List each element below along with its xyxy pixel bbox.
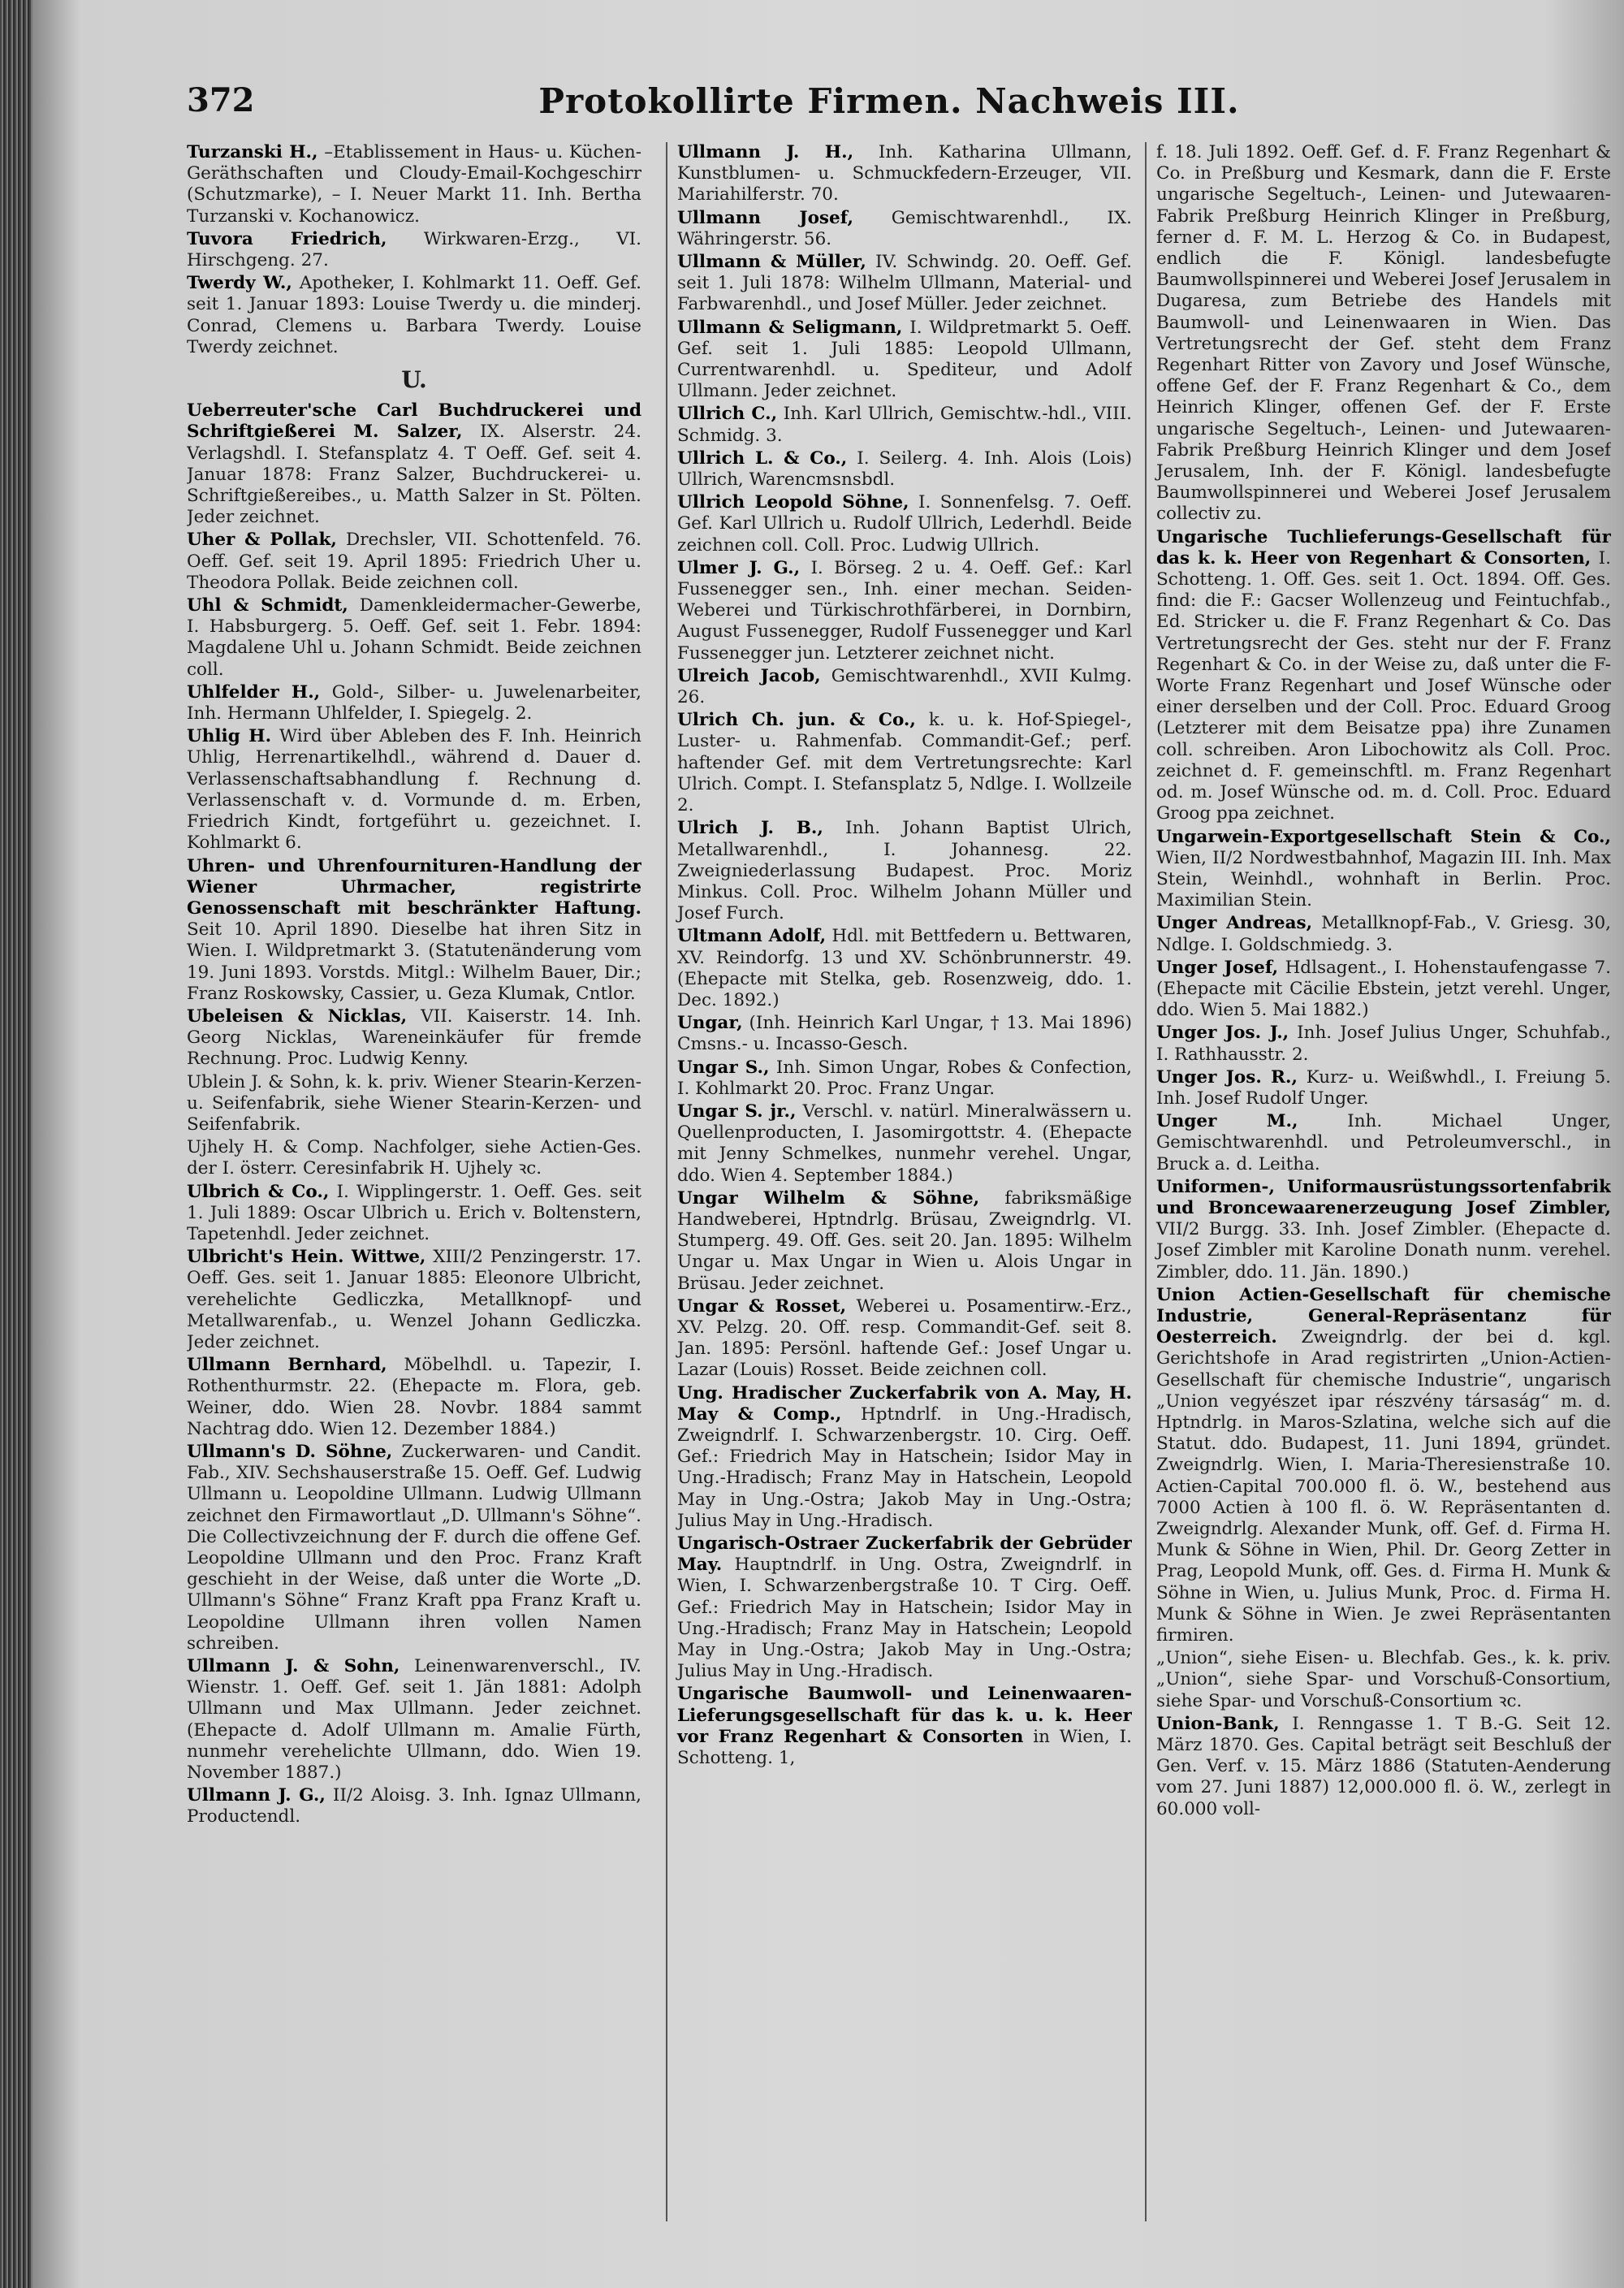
firm-details: Gemischtwarenhdl., IX. Währingerstr. 56. bbox=[677, 207, 1132, 249]
firm-name: Turzanski H., bbox=[187, 142, 318, 162]
firm-entry bbox=[677, 926, 1132, 1011]
firm-entry bbox=[1156, 1111, 1611, 1175]
firm-details: Damenkleidermacher-Gewerbe, I. Habsburgerg. 5. Oeff. Gef. seit 1. Febr. 1894: Magdalene Uhl u. Johann Schmidt. Beide zeichnen coll. bbox=[187, 595, 641, 680]
firm-entry bbox=[187, 530, 641, 594]
firm-entry bbox=[187, 856, 641, 1005]
firm-entry bbox=[677, 1296, 1132, 1382]
firm-name: Ullmann J. H., bbox=[677, 142, 854, 162]
firm-details: Metallknopf-Fab., V. Griesg. 30, Ndlge. I. Goldschmiedg. 3. bbox=[1156, 913, 1611, 955]
firm-name: Ungarische Tuchlieferungs-Gesellschaft für das k. k. Heer von Regenhart & Consorten, bbox=[1156, 526, 1611, 569]
firm-details: Wirkwaren-Erzg., VI. Hirschgeng. 27. bbox=[187, 228, 641, 271]
firm-entry bbox=[677, 492, 1132, 556]
firm-entry bbox=[677, 208, 1132, 250]
firm-entry bbox=[1156, 913, 1611, 955]
firm-details: Hptndrlf. in Ung.-Hradisch, Zweigndrlf. I. Schwarzenbergstr. 10. Cirg. Oeff. Gef.: Friedrich May in Hatschein; Isidor May in Ung.-Hradisch; Franz May in Hatschein, Leopold May in Ung.-Ostra; Jakob May in Ung.-Ostra; Julius May in Ung.-Hradisch. bbox=[677, 1404, 1132, 1531]
firm-details: I. Wipplingerstr. 1. Oeff. Ges. seit 1. Juli 1889: Oscar Ulbrich u. Erich v. Boltenstern, Tapetenhdl. Jeder zeichnet. bbox=[187, 1181, 641, 1244]
firm-entry bbox=[187, 1072, 641, 1136]
firm-entry bbox=[187, 1442, 641, 1654]
page-header bbox=[187, 81, 1592, 138]
column-3 bbox=[1145, 142, 1611, 2221]
firm-entry bbox=[187, 1247, 641, 1353]
column-2 bbox=[666, 142, 1132, 2221]
firm-name: Ullmann J. G., bbox=[187, 1785, 326, 1806]
firm-name: Uhl & Schmidt, bbox=[187, 595, 348, 616]
firm-details: Hauptndrlf. in Ung. Ostra, Zweigndrlf. in Wien, I. Schwarzenbergstraße 10. T Cirg. Oeff. Gef.: Friedrich May in Hatschein; Isidor May in Ung.-Hradisch; Franz May in Hatschein; Leopold May in Ung.-Ostra; Jakob May in Ung.-Ostra; Julius May in Ung.-Hradisch. bbox=[677, 1555, 1132, 1682]
book-page bbox=[32, 0, 1624, 2288]
firm-details: in Wien, I. Schotteng. 1, bbox=[677, 1726, 1132, 1769]
firm-details: I. Renngasse 1. T B.-G. Seit 12. März 1870. Ges. Capital beträgt seit Beschluß der Gen. Verf. v. 15. März 1886 (Statuten-Aenderung vom 27. Juni 1887) 12,000.000 fl. ö. W., zerlegt in 60.000 voll- bbox=[1156, 1713, 1611, 1819]
firm-entry bbox=[1156, 1177, 1611, 1283]
firm-details: Zuckerwaren- und Candit. Fab., XIV. Sechshauserstraße 15. Oeff. Gef. Ludwig Ullmann u. Leopoldine Ullmann. Ludwig Ullmann zeichnet den Firmawortlaut „D. Ullmann's Söhne“. Die Collectivzeichnung der F. durch die offene Gef. Leopoldine Ullmann und den Proc. Franz Kraft geschieht in der Weise, daß unter die Worte „D. Ullmann's Söhne“ Franz Kraft ppa Franz Kraft u. Leopoldine Ullmann ihren vollen Namen schreiben. bbox=[187, 1441, 641, 1654]
firm-name: Unger Andreas, bbox=[1156, 913, 1313, 934]
firm-details: Inh. Johann Baptist Ulrich, Metallwarenhdl., I. Johannesg. 22. Zweigniederlassung Budapest. Proc. Moriz Minkus. Coll. Proc. Wilhelm Johann Müller und Josef Furch. bbox=[677, 818, 1132, 924]
firm-entry bbox=[677, 142, 1132, 206]
firm-name: Union-Bank, bbox=[1156, 1713, 1280, 1734]
firm-name: Ubeleisen & Nicklas, bbox=[187, 1006, 408, 1027]
firm-name: Ullrich Leopold Söhne, bbox=[677, 492, 909, 513]
firm-details: Ublein J. & Sohn, k. k. priv. Wiener Stearin-Kerzen- u. Seifenfabrik, siehe Wiener Stearin-Kerzen- und Seifenfabrik. bbox=[187, 1071, 641, 1135]
firm-name: Ultmann Adolf, bbox=[677, 926, 827, 947]
firm-name: Ungar S. jr., bbox=[677, 1101, 797, 1122]
firm-name: Ulrich Ch. jun. & Co., bbox=[677, 710, 916, 731]
firm-entry bbox=[187, 142, 641, 227]
firm-name: Uhren- und Uhrenfournituren-Handlung der Wiener Uhrmacher, registrirte Genossenschaft mit beschränkter Haftung. bbox=[187, 855, 641, 919]
firm-name: Ungar Wilhelm & Söhne, bbox=[677, 1187, 980, 1209]
firm-entry bbox=[677, 404, 1132, 446]
firm-name: Ungarische Baumwoll- und Leinenwaaren-Lieferungsgesellschaft für das k. u. k. Heer vor Franz Regenhart & Consorten bbox=[677, 1684, 1132, 1747]
book-edge bbox=[0, 0, 32, 2288]
firm-details: I. Sonnenfelsg. 7. Oeff. Gef. Karl Ullrich u. Rudolf Ullrich, Lederhdl. Beide zeichnen coll. Coll. Proc. Ludwig Ullrich. bbox=[677, 492, 1132, 556]
firm-details: Wird über Ableben des F. Inh. Heinrich Uhlig, Herrenartikelhdl., während d. Dauer d. Verlassenschaftsabhandlung f. Rechnung d. Verlassenschaft v. d. Vormunde d. m. Erben, Friedrich Kindt, fortgeführt u. gezeichnet. I. Kohlmarkt 6. bbox=[187, 726, 641, 854]
firm-details: I. Seilerg. 4. Inh. Alois (Lois) Ullrich, Warencmsnsbdl. bbox=[677, 448, 1132, 491]
firm-entry bbox=[187, 1785, 641, 1827]
firm-entry bbox=[1156, 1067, 1611, 1109]
firm-details: Hdlsagent., I. Hohenstaufengasse 7. (Ehepacte mit Cäcilie Ebstein, jetzt verehl. Unger, ddo. Wien 5. Mai 1882.) bbox=[1156, 957, 1611, 1021]
firm-details: fabriksmäßige Handweberei, Hptndrlg. Brüsau, Zweigndrlg. VI. Stumperg. 49. Off. Ges. seit 20. Jan. 1895: Wilhelm Ungar u. Max Ungar in Wien u. Alois Ungar in Brüsau. Jeder zeichnet. bbox=[677, 1187, 1132, 1294]
firm-name: Ulmer J. G., bbox=[677, 557, 801, 578]
firm-name: Union Actien-Gesellschaft für chemische Industrie, General-Repräsentanz für Oesterreich. bbox=[1156, 1284, 1611, 1348]
firm-entry bbox=[187, 1006, 641, 1070]
firm-details: Hdl. mit Bettfedern u. Bettwaren, XV. Reindorfg. 13 und XV. Schönbrunnerstr. 49. (Ehepacte mit Stelka, geb. Rosenzweig, ddo. 1. Dec. 1892.) bbox=[677, 926, 1132, 1010]
firm-name: Unger Jos. J., bbox=[1156, 1023, 1289, 1044]
firm-details: k. u. k. Hof-Spiegel-, Luster- u. Rahmenfab. Commandit-Gef.; perf. haftender Gef. mit dem Vertretungsrechte: Karl Ulrich. Compt. I. Stefansplatz 5, Ndlge. I. Wollzeile 2. bbox=[677, 710, 1132, 816]
firm-name: Unger Jos. R., bbox=[1156, 1066, 1298, 1088]
column-1 bbox=[187, 142, 641, 2221]
firm-entry bbox=[1156, 1023, 1611, 1065]
firm-name: Ungar, bbox=[677, 1013, 743, 1034]
firm-name: Uhlfelder H., bbox=[187, 681, 321, 703]
firm-details: II/2 Aloisg. 3. Inh. Ignaz Ullmann, Productendl. bbox=[187, 1785, 641, 1827]
firm-entry bbox=[677, 1684, 1132, 1769]
firm-name: Ungarwein-Exportgesellschaft Stein & Co., bbox=[1156, 826, 1611, 847]
firm-entry bbox=[187, 1137, 641, 1179]
firm-details: Gemischtwarenhdl., XVII Kulmg. 26. bbox=[677, 665, 1132, 708]
firm-entry bbox=[677, 666, 1132, 708]
firm-name: Ullrich L. & Co., bbox=[677, 448, 848, 469]
firm-entry bbox=[1156, 958, 1611, 1022]
firm-name: Ullmann Josef, bbox=[677, 207, 853, 228]
firm-entry bbox=[1156, 142, 1611, 526]
firm-name: Ung. Hradischer Zuckerfabrik von A. May, H. May & Comp., bbox=[677, 1382, 1132, 1425]
firm-name: Ullmann & Seligmann, bbox=[677, 317, 903, 338]
firm-name: Uher & Pollak, bbox=[187, 530, 337, 551]
firm-entry bbox=[1156, 1648, 1611, 1712]
firm-name: Tuvora Friedrich, bbox=[187, 228, 387, 249]
firm-entry bbox=[677, 1533, 1132, 1682]
firm-details: Inh. Karl Ullrich, Gemischtw.-hdl., VIII. Schmidg. 3. bbox=[677, 404, 1132, 446]
firm-details: VII. Kaiserstr. 14. Inh. Georg Nicklas, Wareneinkäufer für fremde Rechnung. Proc. Ludwig Kenny. bbox=[187, 1006, 641, 1070]
firm-entry bbox=[677, 448, 1132, 491]
firm-name: Ullmann & Müller, bbox=[677, 252, 866, 273]
firm-details: „Union“, siehe Eisen- u. Blechfab. Ges., k. k. priv. „Union“, siehe Spar- und Vorschuß-Consortium, siehe Spar- und Vorschuß-Consortium ꝛc. bbox=[1156, 1648, 1611, 1711]
firm-details: Kurz- u. Weißwhdl., I. Freiung 5. Inh. Josef Rudolf Unger. bbox=[1156, 1066, 1611, 1109]
firm-entry bbox=[1156, 527, 1611, 825]
firm-name: Ullmann J. & Sohn, bbox=[187, 1656, 400, 1677]
firm-entry bbox=[187, 1355, 641, 1440]
firm-name: Ungar S., bbox=[677, 1057, 770, 1078]
page-title: Protokollirte Firmen. Nachweis III. bbox=[538, 81, 1240, 121]
firm-name: Twerdy W., bbox=[187, 273, 292, 294]
firm-details: IX. Alserstr. 24. Verlagshdl. I. Stefansplatz 4. T Oeff. Gef. seit 4. Januar 1878: Franz Salzer, Buchdruckerei- u. Schriftgießereibes., u. Matth Salzer in St. Pölten. Jeder zeichnet. bbox=[187, 422, 641, 528]
firm-name: Ulbricht's Hein. Wittwe, bbox=[187, 1247, 426, 1268]
firm-details: IV. Schwindg. 20. Oeff. Gef. seit 1. Juli 1878: Wilhelm Ullmann, Material- und Farbwarenhdl., und Josef Müller. Jeder zeichnet. bbox=[677, 252, 1132, 315]
firm-details: Weberei u. Posamentirw.-Erz., XV. Pelzg. 20. Off. resp. Commandit-Gef. seit 8. Jan. 1895: Persönl. haftende Gef.: Josef Ungar u. Lazar (Louis) Rosset. Beide zeichnen coll. bbox=[677, 1295, 1132, 1381]
firm-name: Ungarisch-Ostraer Zuckerfabrik der Gebrüder May. bbox=[677, 1533, 1132, 1576]
firm-details: –Etablissement in Haus- u. Küchen-Geräthschaften und Cloudy-Email-Kochgeschirr (Schutzmarke), – I. Neuer Markt 11. Inh. Bertha Turzanski v. Kochanowicz. bbox=[187, 142, 641, 227]
firm-details: VII/2 Burgg. 33. Inh. Josef Zimbler. (Ehepacte d. Josef Zimbler mit Karoline Donath nunm. verehel. Zimbler, ddo. 11. Jän. 1890.) bbox=[1156, 1219, 1611, 1282]
firm-details: I. Börseg. 2 u. 4. Oeff. Gef.: Karl Fussenegger sen., Inh. einer mechan. Seiden-Weberei und Türkischrothfärberei, in Dornbirn, August Fussenegger, Rudolf Fussenegger und Karl Fussenegger jun. Letzterer zeichnet nicht. bbox=[677, 557, 1132, 664]
firm-name: Ulreich Jacob, bbox=[677, 665, 821, 686]
firm-entry bbox=[187, 1182, 641, 1246]
firm-entry bbox=[677, 558, 1132, 664]
firm-details: Inh. Josef Julius Unger, Schuhfab., I. Rathhausstr. 2. bbox=[1156, 1023, 1611, 1065]
firm-details: Leinenwarenverschl., IV. Wienstr. 1. Oeff. Gef. seit 1. Jän 1881: Adolph Ullmann und Max Ullmann. Jeder zeichnet. (Ehepacte d. Adolf Ullmann m. Amalie Fürth, nunmehr verehelichte Ullmann, ddo. Wien 19. November 1887.) bbox=[187, 1656, 641, 1784]
firm-entry bbox=[1156, 827, 1611, 912]
firm-name: Ulbrich & Co., bbox=[187, 1181, 330, 1202]
firm-entry bbox=[1156, 1714, 1611, 1820]
firm-entry bbox=[187, 682, 641, 724]
section-heading: U. bbox=[401, 366, 427, 394]
firm-details: (Inh. Heinrich Karl Ungar, † 13. Mai 1896) Cmsns.- u. Incasso-Gesch. bbox=[677, 1013, 1132, 1055]
firm-details: Zweigndrlg. der bei d. kgl. Gerichtshofe in Arad registrirten „Union-Actien-Gesellschaft für chemische Industrie“, ungarisch „Union vegyészet ipar részvény társaság“ m. d. Hptndrlg. in Maros-Szlatina, welche sich auf die Statut. ddo. Budapest, 11. Juni 1894, gründet. Zweigndrlg. Wien, I. Maria-Theresienstraße 10. Actien-Capital 700.000 fl. ö. W., bestehend aus 7000 Actien à 100 fl. ö. W. Repräsentanten d. Zweigndrlg. Alexander Munk, off. Gef. d. Firma H. Munk & Söhne in Wien, Phil. Dr. Georg Zetter in Prag, Leopold Munk, off. Ges. d. Firma H. Munk & Söhne in Wien, u. Julius Munk, Proc. d. Firma H. Munk & Söhne in Wien. Je zwei Repräsentanten firmiren. bbox=[1156, 1327, 1611, 1646]
firm-name: Unger Josef, bbox=[1156, 957, 1279, 978]
firm-entry bbox=[677, 818, 1132, 924]
firm-entry bbox=[677, 1188, 1132, 1295]
firm-name: Uhlig H. bbox=[187, 726, 272, 747]
firm-entry bbox=[187, 1656, 641, 1784]
firm-details: Seit 10. April 1890. Dieselbe hat ihren Sitz in Wien. I. Wildpretmarkt 3. (Statutenänderung vom 19. Juni 1893. Vorstds. Mitgl.: Wilhelm Bauer, Dir.; Franz Roskowsky, Cassier, u. Geza Klumak, Cntlor. bbox=[187, 919, 641, 1004]
firm-details: XIII/2 Penzingerstr. 17. Oeff. Ges. seit 1. Januar 1885: Eleonore Ulbricht, verehelichte Gedliczka, Metallknopf- und Metallwarenfab., u. Wenzel Johann Gedliczka. Jeder zeichnet. bbox=[187, 1247, 641, 1352]
firm-name: Ulrich J. B., bbox=[677, 818, 823, 839]
firm-details: f. 18. Juli 1892. Oeff. Gef. d. F. Franz Regenhart & Co. in Preßburg und Kesmark, dann die F. Erste ungarische Segeltuch-, Leinen- und Jutewaaren-Fabrik Preßburg Heinrich Klinger in Preßburg, ferner d. F. M. L. Herzog & Co. in Budapest, endlich die F. Königl. landesbefugte Baumwollspinnerei und Weberei Josef Jerusalem in Dugaresa, zum Betriebe des Handels mit Baumwoll- und Leinenwaaren in Wien. Das Vertretungsrecht der Gef. steht dem Franz Regenhart Ritter von Zavory und Josef Wünsche, offene Gef. der F. Franz Regenhart & Co., dem Heinrich Klinger, offenen Gef. der F. Erste ungarische Segeltuch-, Leinen- und Jutewaaren-Fabrik Preßburg Heinrich Klinger und dem Josef Jerusalem, Inh. der F. Königl. landesbefugte Baumwollspinnerei und Weberei Josef Jerusalem collectiv zu. bbox=[1156, 142, 1611, 525]
firm-details: Inh. Katharina Ullmann, Kunstblumen- u. Schmuckfedern-Erzeuger, VII. Mariahilferstr. 70. bbox=[677, 142, 1132, 205]
firm-details: Ujhely H. & Comp. Nachfolger, siehe Actien-Ges. der I. österr. Ceresinfabrik H. Ujhely ꝛc. bbox=[187, 1137, 641, 1179]
firm-entry bbox=[187, 229, 641, 271]
firm-name: Unger M., bbox=[1156, 1111, 1298, 1132]
firm-details: Verschl. v. natürl. Mineralwässern u. Quellenproducten, I. Jasomirgottstr. 4. (Ehepacte mit Jenny Schmelkes, nunmehr verehel. Ungar, ddo. Wien 4. September 1884.) bbox=[677, 1101, 1132, 1186]
firm-details: Möbelhdl. u. Tapezir, I. Rothenthurmstr. 22. (Ehepacte m. Flora, geb. Weiner, ddo. Wien 28. Novbr. 1884 sammt Nachtrag ddo. Wien 12. Dezember 1884.) bbox=[187, 1355, 641, 1439]
firm-entry bbox=[677, 1101, 1132, 1187]
firm-details: Inh. Simon Ungar, Robes & Confection, I. Kohlmarkt 20. Proc. Franz Ungar. bbox=[677, 1057, 1132, 1099]
firm-entry bbox=[187, 595, 641, 681]
firm-entry bbox=[677, 252, 1132, 316]
firm-details: I. Wildpretmarkt 5. Oeff. Gef. seit 1. Juli 1885: Leopold Ullmann, Currentwarenhdl. u. Spediteur, und Adolf Ullmann. Jeder zeichnet. bbox=[677, 317, 1132, 402]
firm-entry bbox=[677, 1383, 1132, 1532]
firm-details: Gold-, Silber- u. Juwelenarbeiter, Inh. Hermann Uhlfelder, I. Spiegelg. 2. bbox=[187, 681, 641, 724]
firm-name: Ullrich C., bbox=[677, 404, 778, 425]
firm-name: Ungar & Rosset, bbox=[677, 1295, 847, 1317]
firm-details: Apotheker, I. Kohlmarkt 11. Oeff. Gef. seit 1. Januar 1893: Louise Twerdy u. die minderj. Conrad, Clemens u. Barbara Twerdy. Louise Twerdy zeichnet. bbox=[187, 273, 641, 357]
firm-name: Ullmann's D. Söhne, bbox=[187, 1441, 393, 1462]
firm-details: I. Schotteng. 1. Off. Ges. seit 1. Oct. 1894. Off. Ges. find: die F.: Gacser Wollenzeug und Feintuchfab., Ed. Stricker u. die F. Franz Regenhart & Co. Das Vertretungsrecht der Ges. steht nur der F. Franz Regenhart & Co. in der Weise zu, daß unter die F-Worte Franz Regenhart und Josef Wünsche oder einer derselben und der Coll. Proc. Eduard Groog (Letzterer mit dem Beisatze ppa) ihre Zunamen coll. schreiben. Aron Libochowitz als Coll. Proc. zeichnet d. F. gemeinschftl. m. Franz Regenhart od. m. Josef Wünsche od. m. d. Coll. Proc. Eduard Groog ppa zeichnet. bbox=[1156, 547, 1611, 824]
firm-details: Drechsler, VII. Schottenfeld. 76. Oeff. Gef. seit 19. April 1895: Friedrich Uher u. Theodora Pollak. Beide zeichnen coll. bbox=[187, 530, 641, 593]
firm-entry bbox=[677, 710, 1132, 816]
firm-entry bbox=[677, 1057, 1132, 1100]
firm-entry bbox=[1156, 1285, 1611, 1646]
page-number: 372 bbox=[187, 81, 255, 119]
firm-entry bbox=[677, 1013, 1132, 1055]
firm-name: Uniformen-, Uniformausrüstungssortenfabrik und Broncewaarenerzeugung Josef Zimbler, bbox=[1156, 1176, 1611, 1218]
firm-name: Ullmann Bernhard, bbox=[187, 1355, 387, 1376]
firm-entry bbox=[187, 400, 641, 528]
firm-details: Wien, II/2 Nordwestbahnhof, Magazin III. Inh. Max Stein, Weinhdl., wohnhaft in Berlin. Proc. Maximilian Stein. bbox=[1156, 847, 1611, 911]
firm-entry bbox=[677, 318, 1132, 403]
firm-entry bbox=[187, 726, 641, 854]
firm-entry bbox=[187, 273, 641, 358]
firm-details: Inh. Michael Unger, Gemischtwarenhdl. und Petroleumverschl., in Bruck a. d. Leitha. bbox=[1156, 1111, 1611, 1174]
firm-name: Ueberreuter'sche Carl Buchdruckerei und Schriftgießerei M. Salzer, bbox=[187, 400, 641, 443]
